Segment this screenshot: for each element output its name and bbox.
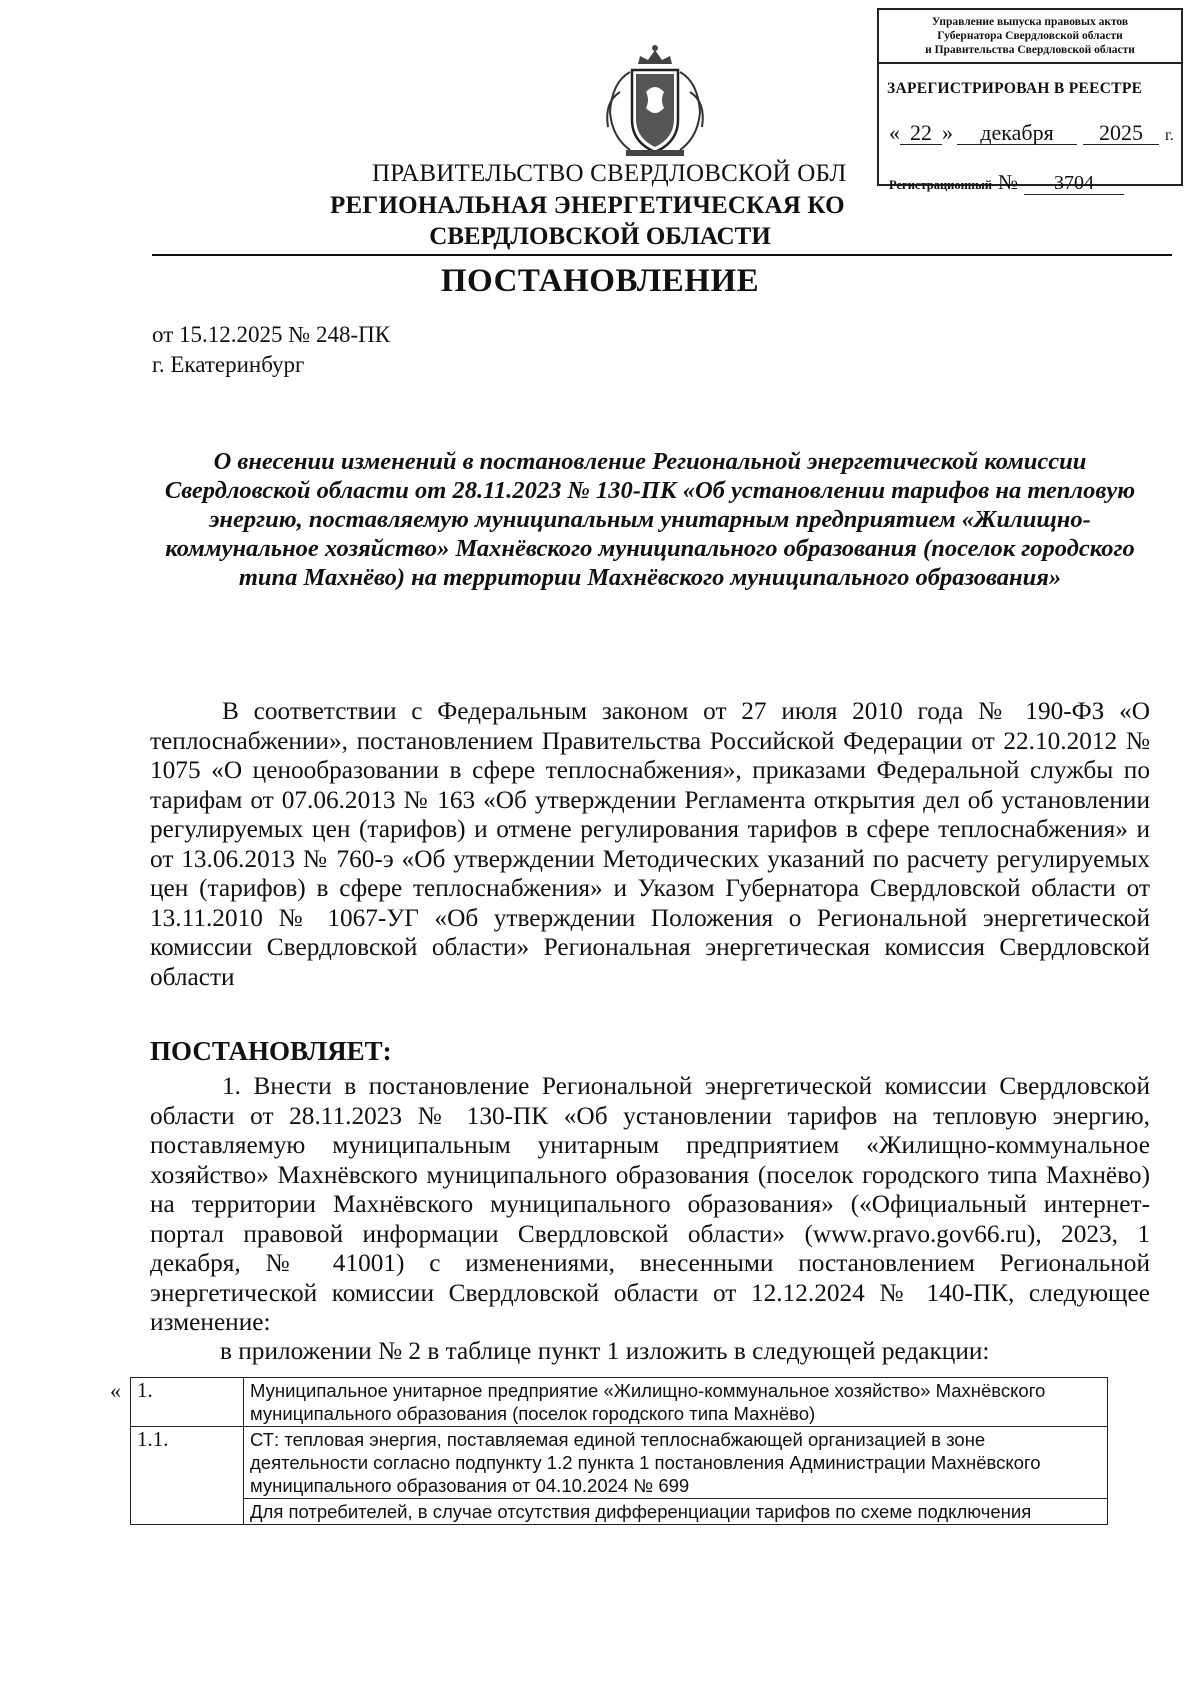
stamp-number-value: 3704 bbox=[1024, 172, 1124, 195]
stamp-number-label: Регистрационный bbox=[889, 178, 992, 192]
stamp-month: декабря bbox=[957, 122, 1077, 145]
stamp-header-line: Губернатора Свердловской области bbox=[937, 30, 1123, 42]
commission-name: РЕГИОНАЛЬНАЯ ЭНЕРГЕТИЧЕСКАЯ КО bbox=[330, 192, 845, 219]
stamp-year: 2025 bbox=[1083, 122, 1159, 145]
government-name: ПРАВИТЕЛЬСТВО СВЕРДЛОВСКОЙ ОБЛ bbox=[372, 160, 847, 187]
stamp-header bbox=[879, 10, 1181, 64]
document-date-number: от 15.12.2025 № 248-ПК bbox=[152, 322, 391, 347]
document-type: ПОСТАНОВЛЕНИЕ bbox=[440, 263, 760, 299]
row-text: СТ: тепловая энергия, поставляемая единой теплоснабжающей организацией в зоне деятельности согласно подпункту 1.2 пункта 1 постановления Администрации Махнёвского муниципального образования от 04.10.2024 № 699 bbox=[244, 1427, 1108, 1499]
coat-of-arms-icon bbox=[590, 42, 720, 164]
stamp-header-line: и Правительства Свердловской области bbox=[925, 44, 1135, 56]
stamp-number-sign: № bbox=[997, 170, 1019, 194]
item-1-subparagraph: в приложении № 2 в таблице пункт 1 изложить в следующей редакции: bbox=[220, 1337, 990, 1365]
table-row bbox=[131, 1427, 1108, 1499]
stamp-quote-close: » bbox=[942, 120, 953, 145]
table-row bbox=[131, 1499, 1108, 1525]
header-divider bbox=[152, 254, 1172, 256]
stamp-date bbox=[889, 120, 1174, 146]
item-1-paragraph: 1. Внести в постановление Региональной энергетической комиссии Свердловской области от 28.11.2023 № 130-ПК «Об установлении тарифов на тепловую энергию, поставляемую муниципальным унитарным предприятием «Жилищно-коммунальное хозяйство» Махнёвского муниципального образования (поселок городского типа Махнёво) на территории Махнёвского муниципального образования» («Официальный интернет-портал правовой информации Свердловской области» (www.pravo.gov66.ru), 2023, 1 декабря, № 41001) с изменениями, внесенными постановлением Региональной энергетической комиссии Свердловской области от 12.12.2024 № 140-ПК, следующее изменение: bbox=[150, 1072, 1150, 1336]
document-title: О внесении изменений в постановление Региональной энергетической комиссии Свердловской области от 28.11.2023 № 130-ПК «Об установлении тарифов на тепловую энергию, поставляемую муниципальным унитарным предприятием «Жилищно-коммунальное хозяйство» Махнёвского муниципального образования (поселок городского типа Махнёво) на территории Махнёвского муниципального образования» bbox=[164, 448, 1136, 591]
row-text: Муниципальное унитарное предприятие «Жилищно-коммунальное хозяйство» Махнёвского муниципального образования (поселок городского типа Махнёво) bbox=[244, 1378, 1108, 1427]
document-city: г. Екатеринбург bbox=[152, 352, 305, 377]
stamp-day: 22 bbox=[900, 122, 942, 145]
table-row bbox=[131, 1378, 1108, 1427]
row-text: Для потребителей, в случае отсутствия дифференциации тарифов по схеме подключения bbox=[244, 1499, 1108, 1525]
resolves-heading: ПОСТАНОВЛЯЕТ: bbox=[150, 1036, 392, 1066]
stamp-registered-label: ЗАРЕГИСТРИРОВАН В РЕЕСТРЕ bbox=[887, 80, 1143, 97]
amendment-table bbox=[130, 1377, 1108, 1525]
stamp-registration-number bbox=[889, 170, 1124, 195]
preamble-paragraph: В соответствии с Федеральным законом от 27 июля 2010 года № 190-ФЗ «О теплоснабжении», постановлением Правительства Российской Федерации от 22.10.2012 № 1075 «О ценообразовании в сфере теплоснабжения», приказами Федеральной службы по тарифам от 07.06.2013 № 163 «Об утверждении Регламента открытия дел об установлении регулируемых цен (тарифов) и отмене регулирования тарифов в сфере теплоснабжения» и от 13.06.2013 № 760-э «Об утверждении Методических указаний по расчету регулируемых цен (тарифов) в сфере теплоснабжения» и Указом Губернатора Свердловской области от 13.11.2010 № 1067-УГ «Об утверждении Положения о Региональной энергетической комиссии Свердловской области» Региональная энергетическая комиссия Свердловской области bbox=[150, 697, 1150, 991]
registration-stamp bbox=[877, 8, 1183, 194]
stamp-quote-open: « bbox=[889, 120, 900, 145]
row-number: 1. bbox=[131, 1378, 244, 1427]
row-number: 1.1. bbox=[131, 1427, 244, 1525]
stamp-header-line: Управление выпуска правовых актов bbox=[931, 16, 1129, 28]
stamp-year-suffix: г. bbox=[1165, 127, 1174, 144]
table-quote-mark: « bbox=[110, 1378, 121, 1403]
region-name: СВЕРДЛОВСКОЙ ОБЛАСТИ bbox=[429, 223, 771, 250]
